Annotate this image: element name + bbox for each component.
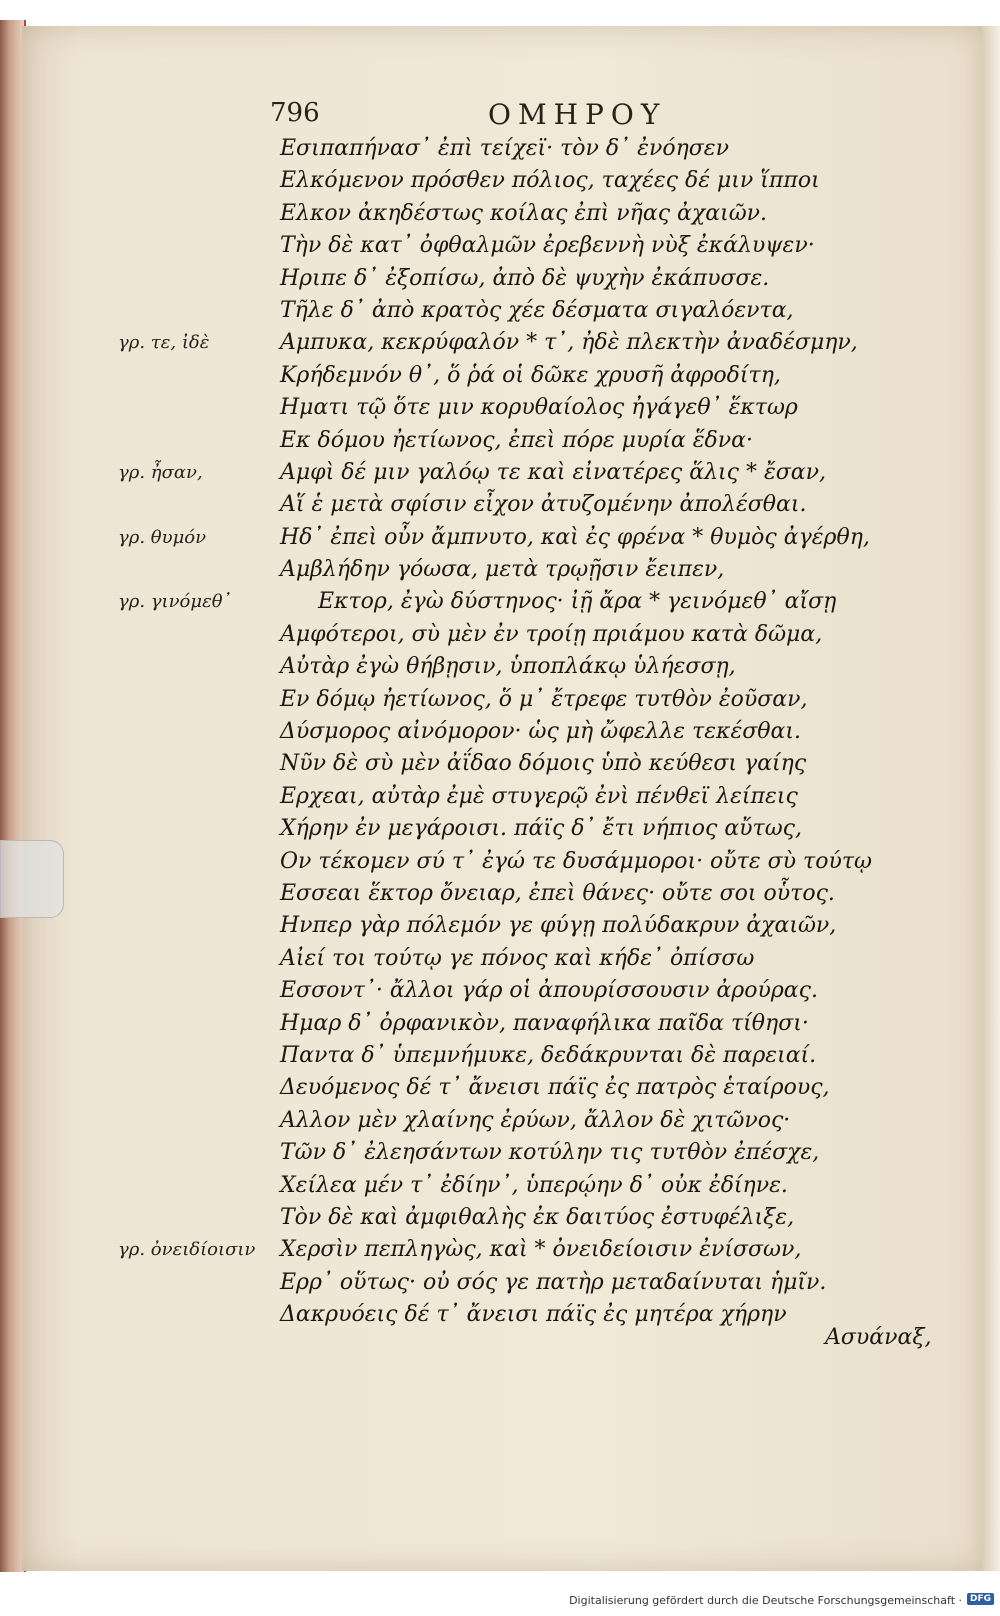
verse-text: Εσσοντ᾽· ἄλλοι γάρ οἱ ἀπουρίσσουσιν ἀρούρας. [280, 978, 818, 1004]
verse-text: Ημαρ δ᾽ ὀρφανικὸν, παναφήλικα παῖδα τίθησι· [280, 1010, 809, 1036]
verse-text: Αἵ ἑ μετὰ σφίσιν εἶχον ἀτυζομένην ἀπολέσθαι. [280, 492, 807, 518]
verse-line [0, 458, 1000, 490]
catchword: Ασυάναξ, [825, 1325, 932, 1350]
verse-text: Τῆλε δ᾽ ἀπὸ κρατὸς χέε δέσματα σιγαλόεντα, [280, 297, 794, 323]
verse-text: Ελκον ἀκηδέστως κοίλας ἐπὶ νῆας ἀχαιῶν. [280, 200, 767, 226]
verse-line [0, 296, 1000, 328]
verse-line [0, 1235, 1000, 1267]
verse-text: Αὐτὰρ ἐγὼ θήβῃσιν, ὑποπλάκῳ ὑλήεσσῃ, [280, 654, 736, 680]
verse-line [0, 426, 1000, 458]
verse-text: Εκτορ, ἐγὼ δύστηνος· ἰῇ ἄρα * γεινόμεθ᾽ αἴσῃ [318, 589, 837, 615]
verse-line [0, 944, 1000, 976]
verse-block [0, 134, 1000, 1332]
verse-text: Νῦν δὲ σὺ μὲν ἀΐδαο δόμοις ὑπὸ κεύθεσι γαίης [280, 751, 807, 777]
verse-line [0, 555, 1000, 587]
verse-text: Ελκόμενον πρόσθεν πόλιος, ταχέες δέ μιν ἵπποι [280, 168, 820, 194]
verse-line [0, 361, 1000, 393]
verse-line [0, 1009, 1000, 1041]
verse-line [0, 1203, 1000, 1235]
verse-text: Παντα δ᾽ ὑπεμνήμυκε, δεδάκρυνται δὲ παρειαί. [280, 1042, 817, 1068]
verse-line [0, 717, 1000, 749]
verse-line [0, 620, 1000, 652]
verse-line [0, 749, 1000, 781]
verse-text: Τὴν δὲ κατ᾽ ὀφθαλμῶν ἐρεβεννὴ νὺξ ἐκάλυψεν· [280, 233, 815, 259]
verse-text: Χήρην ἐν μεγάροισι. πάϊς δ᾽ ἔτι νήπιος αὔτως, [280, 816, 802, 842]
footer-credit: Digitalisierung gefördert durch die Deutsche Forschungsgemeinschaft · [569, 1594, 962, 1607]
verse-text: Τὸν δὲ καὶ ἀμφιθαλὴς ἐκ δαιτύος ἐστυφέλιξε, [280, 1204, 795, 1230]
verse-line [0, 264, 1000, 296]
verse-line [0, 1106, 1000, 1138]
verse-text: Δακρυόεις δέ τ᾽ ἄνεισι πάϊς ἐς μητέρα χήρην [280, 1302, 787, 1328]
verse-text: Αμφότεροι, σὺ μὲν ἐν τροίῃ πριάμου κατὰ δῶμα, [280, 621, 823, 647]
verse-line [0, 782, 1000, 814]
verse-text: Ον τέκομεν σύ τ᾽ ἐγώ τε δυσάμμοροι· οὔτε σὺ τούτῳ [280, 848, 872, 874]
verse-line [0, 814, 1000, 846]
margin-variant-note: γρ. τε, ἰδὲ [118, 332, 210, 354]
verse-line [0, 911, 1000, 943]
verse-text: Αμβλήδην γόωσα, μετὰ τρῳῇσιν ἔειπεν, [280, 557, 725, 583]
verse-line [0, 1171, 1000, 1203]
verse-text: Ερχεαι, αὐτὰρ ἐμὲ στυγερῷ ἐνὶ πένθεϊ λείπεις [280, 783, 798, 809]
verse-line [0, 490, 1000, 522]
verse-text: Αλλον μὲν χλαίνης ἐρύων, ἄλλον δὲ χιτῶνος· [280, 1107, 791, 1133]
verse-text: Ηδ᾽ ἐπεὶ οὖν ἄμπνυτο, καὶ ἐς φρένα * θυμὸς ἀγέρθη, [280, 524, 870, 550]
verse-line [0, 1268, 1000, 1300]
verse-line [0, 393, 1000, 425]
margin-variant-note: γρ. γινόμεθ᾽ [118, 591, 232, 613]
verse-text: Ερρ᾽ οὕτως· οὐ σός γε πατὴρ μεταδαίνυται ἡμῖν. [280, 1269, 827, 1295]
verse-line [0, 685, 1000, 717]
verse-line [0, 328, 1000, 360]
margin-variant-note: γρ. θυμόν [118, 526, 207, 548]
verse-line [0, 523, 1000, 555]
verse-line [0, 1073, 1000, 1105]
page-number: 796 [270, 98, 320, 128]
verse-line [0, 199, 1000, 231]
verse-line [0, 166, 1000, 198]
verse-line [0, 879, 1000, 911]
margin-variant-note: γρ. ὀνειδίοισιν [118, 1239, 256, 1261]
verse-text: Αμφὶ δέ μιν γαλόῳ τε καὶ εἰνατέρες ἅλις * ἔσαν, [280, 459, 827, 485]
verse-text: Χερσὶν πεπληγὼς, καὶ * ὀνειδείοισιν ἐνίσσων, [280, 1237, 802, 1263]
verse-text: Ηνπερ γὰρ πόλεμόν γε φύγῃ πολύδακρυν ἀχαιῶν, [280, 913, 837, 939]
margin-variant-note: γρ. ἦσαν, [118, 461, 203, 483]
verse-text: Δύσμορος αἰνόμορον· ὡς μὴ ὤφελλε τεκέσθαι. [280, 719, 802, 745]
verse-text: Κρήδεμνόν θ᾽, ὅ ῥά οἱ δῶκε χρυσῆ ἀφροδίτη, [280, 362, 781, 388]
verse-line [0, 976, 1000, 1008]
verse-text: Δευόμενος δέ τ᾽ ἄνεισι πάϊς ἐς πατρὸς ἑταίρους, [280, 1075, 830, 1101]
verse-line [0, 652, 1000, 684]
verse-line [0, 231, 1000, 263]
verse-text: Εσσεαι ἕκτορ ὄνειαρ, ἐπεὶ θάνες· οὔτε σοι οὗτος. [280, 880, 835, 906]
verse-line [0, 1138, 1000, 1170]
verse-line [0, 587, 1000, 619]
dfg-logo: DFG [967, 1593, 994, 1605]
page-header [0, 98, 1000, 132]
verse-text: Αμπυκα, κεκρύφαλόν * τ᾽, ἠδὲ πλεκτὴν ἀναδέσμην, [280, 330, 858, 356]
verse-text: Χείλεα μέν τ᾽ ἐδίην᾽, ὑπερῴην δ᾽ οὐκ ἐδίηνε. [280, 1172, 788, 1198]
verse-line [0, 847, 1000, 879]
footer [0, 1588, 1000, 1616]
verse-text: Εν δόμῳ ἠετίωνος, ὅ μ᾽ ἔτρεφε τυτθὸν ἐοῦσαν, [280, 686, 808, 712]
verse-text: Ηριπε δ᾽ ἐξοπίσω, ἀπὸ δὲ ψυχὴν ἐκάπυσσε. [280, 265, 770, 291]
verse-text: Εσιπαπήνασ᾽ ἐπὶ τείχεϊ· τὸν δ᾽ ἐνόησεν [280, 136, 729, 161]
verse-text: Εκ δόμου ἠετίωνος, ἐπεὶ πόρε μυρία ἕδνα· [280, 427, 754, 453]
verse-line [0, 1041, 1000, 1073]
verse-line [0, 134, 1000, 166]
verse-text: Ηματι τῷ ὅτε μιν κορυθαίολος ἠγάγεθ᾽ ἕκτωρ [280, 395, 798, 421]
running-title: ΟΜΗΡΟΥ [488, 98, 667, 131]
verse-text: Αἰεί τοι τούτῳ γε πόνος καὶ κήδε᾽ ὀπίσσω [280, 945, 755, 971]
verse-text: Τῶν δ᾽ ἐλεησάντων κοτύλην τις τυτθὸν ἐπέσχε, [280, 1140, 820, 1166]
